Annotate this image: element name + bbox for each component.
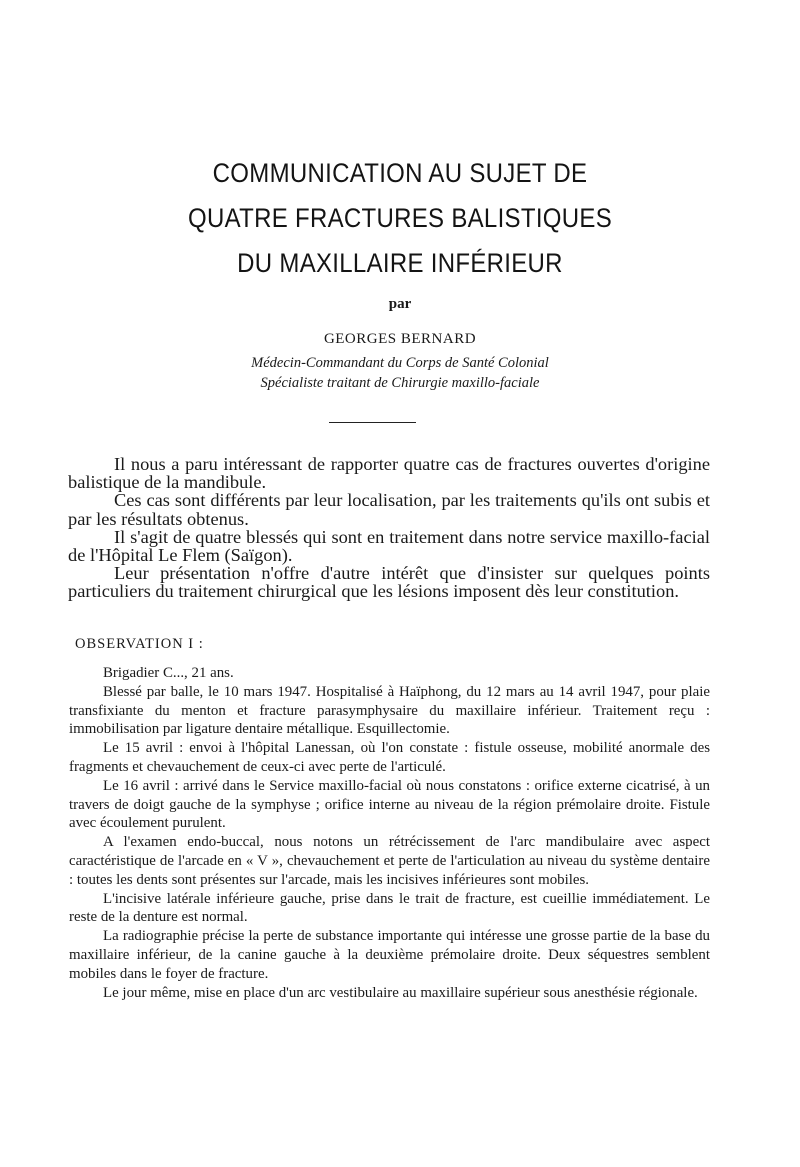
introduction — [68, 455, 710, 601]
observation-paragraph: Le jour même, mise en place d'un arc vestibulaire au maxillaire supérieur sous anesthésie régionale. — [103, 984, 698, 1001]
observation-body — [69, 664, 710, 1002]
observation-heading: OBSERVATION I : — [75, 636, 204, 652]
title-line-3: DU MAXILLAIRE INFÉRIEUR — [237, 248, 563, 279]
title-line-2: QUATRE FRACTURES BALISTIQUES — [187, 203, 613, 234]
observation-paragraph: A l'examen endo-buccal, nous notons un rétrécissement de l'arc mandibulaire avec aspect caractéristique de l'arcade en « V », chevauchement et perte de l'articulation au niveau du système dentaire : toutes les dents sont présentes sur l'arcade, mais les incisives inférieures sont mobiles. — [69, 834, 710, 888]
intro-paragraph: Ces cas sont différents par leur localisation, par les traitements qu'ils ont subis et par les résultats obtenus. — [68, 490, 710, 529]
observation-paragraph: La radiographie précise la perte de substance importante qui intéresse une grosse partie de la base du maxillaire inférieur, de la canine gauche à la deuxième prémolaire droite. Deux séquestres semblent mobiles dans le foyer de fracture. — [69, 928, 710, 982]
observation-paragraph: L'incisive latérale inférieure gauche, prise dans le trait de fracture, est cueillie immédiatement. Le reste de la denture est normal. — [69, 890, 710, 926]
observation-paragraph: Blessé par balle, le 10 mars 1947. Hospitalisé à Haïphong, du 12 mars au 14 avril 1947, pour plaie transfixiante du menton et fracture parasymphysaire du maxillaire inférieur. Traitement reçu : immobilisation par ligature dentaire métallique. Esquillectomie. — [69, 683, 710, 738]
byline: par — [388, 296, 412, 312]
observation-paragraph: Brigadier C..., 21 ans. — [103, 665, 234, 681]
intro-paragraph: Il s'agit de quatre blessés qui sont en traitement dans notre service maxillo-facial de l'Hôpital Le Flem (Saïgon). — [68, 526, 710, 566]
intro-paragraph: Leur présentation n'offre d'autre intérêt que d'insister sur quelques points particuliers du traitement chirurgical que les lésions imposent dès leur constitution. — [68, 563, 710, 602]
observation-paragraph: Le 15 avril : envoi à l'hôpital Lanessan, où l'on constate : fistule osseuse, mobilité anormale des fragments et chevauchement de ceux-ci avec perte de l'articulé. — [69, 740, 710, 775]
author-affiliation-2: Spécialiste traitant de Chirurgie maxillo-faciale — [260, 375, 540, 391]
author-name: GEORGES BERNARD — [323, 331, 477, 347]
separator-rule — [329, 422, 416, 423]
intro-paragraph: Il nous a paru intéressant de rapporter quatre cas de fractures ouvertes d'origine balistique de la mandibule. — [68, 454, 710, 493]
observation-paragraph: Le 16 avril : arrivé dans le Service maxillo-facial où nous constatons : orifice externe cicatrisé, à un travers de doigt gauche de la symphyse ; orifice interne au niveau de la région prémolaire droite. Fistule avec écoulement purulent. — [69, 777, 710, 832]
author-affiliation-1: Médecin-Commandant du Corps de Santé Colonial — [251, 355, 549, 371]
title-line-1: COMMUNICATION AU SUJET DE — [212, 158, 588, 189]
